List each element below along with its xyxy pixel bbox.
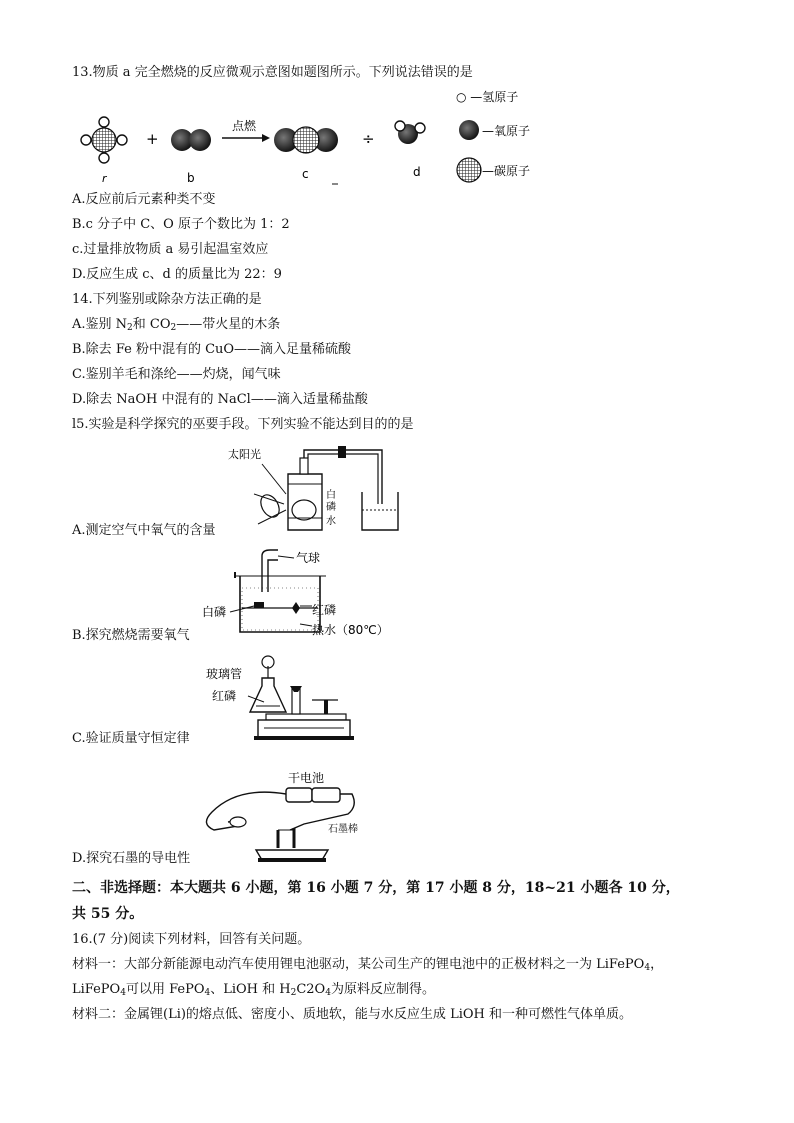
q15-option-d: D.探究石墨的导电性: [72, 851, 191, 866]
q13-option-c: c.过量排放物质 a 易引起温室效应: [72, 242, 269, 257]
q15-figure-c: [206, 654, 362, 744]
label-c: c: [302, 167, 309, 181]
section2-heading-cont: 共 55 分。: [72, 906, 144, 922]
oxygen-atom-icon: [459, 120, 479, 140]
svg-text:热水（80℃）: 热水（80℃）: [312, 623, 389, 637]
q15-option-b: B.探究燃烧需要氧气: [72, 628, 190, 643]
q14-option-a: A.鉴别 $N_2$和 $CO_2——$带火星的木条: [72, 317, 281, 333]
q15-stem: l5.实验是科学探究的巫要手段。下列实验不能达到目的的是: [72, 417, 414, 432]
q13-option-d: D.反应生成 c、d 的质量比为 22：9: [72, 267, 282, 282]
molecule-b-icon: [171, 129, 211, 151]
plus-sign-2: ÷: [362, 130, 375, 148]
q14-option-c: C.鉴别羊毛和涤纶——灼烧，闻气味: [72, 367, 281, 382]
legend-carbon: —碳原子: [482, 164, 531, 178]
svg-text:干电池: 干电池: [288, 771, 325, 785]
q13-option-a: A.反应前后元素种类不变: [72, 192, 216, 207]
q13-stem: 13.物质 a 完全燃烧的反应微观示意图如题图所示。下列说法错误的是: [72, 65, 473, 80]
carbon-atom-icon: [457, 158, 481, 182]
svg-text:磷: 磷: [326, 502, 336, 513]
svg-text:太阳光: 太阳光: [228, 448, 261, 461]
q13-reaction-figure: [72, 86, 552, 194]
q15-option-a: A.测定空气中氧气的含量: [72, 523, 216, 538]
svg-text:白: 白: [326, 490, 336, 501]
svg-text:气球: 气球: [296, 551, 321, 565]
legend: [456, 90, 530, 182]
svg-text:白磷: 白磷: [202, 605, 227, 619]
arrow-label: 点燃: [232, 119, 257, 133]
svg-text:红磷: 红磷: [212, 689, 237, 703]
q16-material-1-cont: LiFePO$_4$可以用 FePO$_4$、LiOH 和 $H_2C2O_4$为原料反应制得。: [72, 982, 435, 998]
molecule-c-icon: [274, 127, 338, 153]
label-b: b: [187, 171, 195, 185]
q16-stem: 16.(7 分)阅读下列材料，回答有关问题。: [72, 932, 311, 947]
section2-heading: 二、非选择题：本大题共 6 小题，第 16 小题 7 分，第 17 小题 8 分，18~21 小题各 10 分，: [72, 880, 680, 896]
q16-material-1: 材料一：大部分新能源电动汽车使用锂电池驱动，某公司生产的锂电池中的正极材料之一为 LiFePO$_4$，: [72, 957, 664, 973]
molecule-a-icon: [81, 117, 127, 163]
q16-material-2: 材料二：金属锂(Li)的熔点低、密度小、质地软，能与水反应生成 LiOH 和一种可燃性气体单质。: [72, 1007, 632, 1022]
q14-stem: 14.下列鉴别或除杂方法正确的是: [72, 292, 262, 307]
q14-option-d: D.除去 NaOH 中混有的 NaCl——滴入适量稀盐酸: [72, 392, 368, 407]
q15-figure-b: [200, 546, 400, 640]
legend-oxygen: —氧原子: [482, 124, 531, 138]
q15-option-c: C.验证质量守恒定律: [72, 731, 190, 746]
q13-option-b: B.c 分子中 C、O 原子个数比为 1：2: [72, 217, 290, 232]
legend-hydrogen: ○ —氢原子: [456, 90, 519, 104]
svg-text:水: 水: [326, 516, 336, 527]
label-a: r: [102, 172, 107, 185]
svg-text:石墨棒: 石墨棒: [328, 824, 358, 835]
q14-option-b: B.除去 Fe 粉中混有的 CuO——滴入足量稀硫酸: [72, 342, 352, 357]
molecule-d-icon: [395, 121, 425, 144]
svg-text:玻璃管: 玻璃管: [206, 667, 243, 681]
label-d: d: [413, 165, 421, 179]
svg-text:红磷: 红磷: [312, 603, 337, 617]
q15-figure-d: [198, 766, 374, 866]
q15-figure-a: [222, 444, 408, 542]
plus-sign: +: [146, 130, 159, 148]
